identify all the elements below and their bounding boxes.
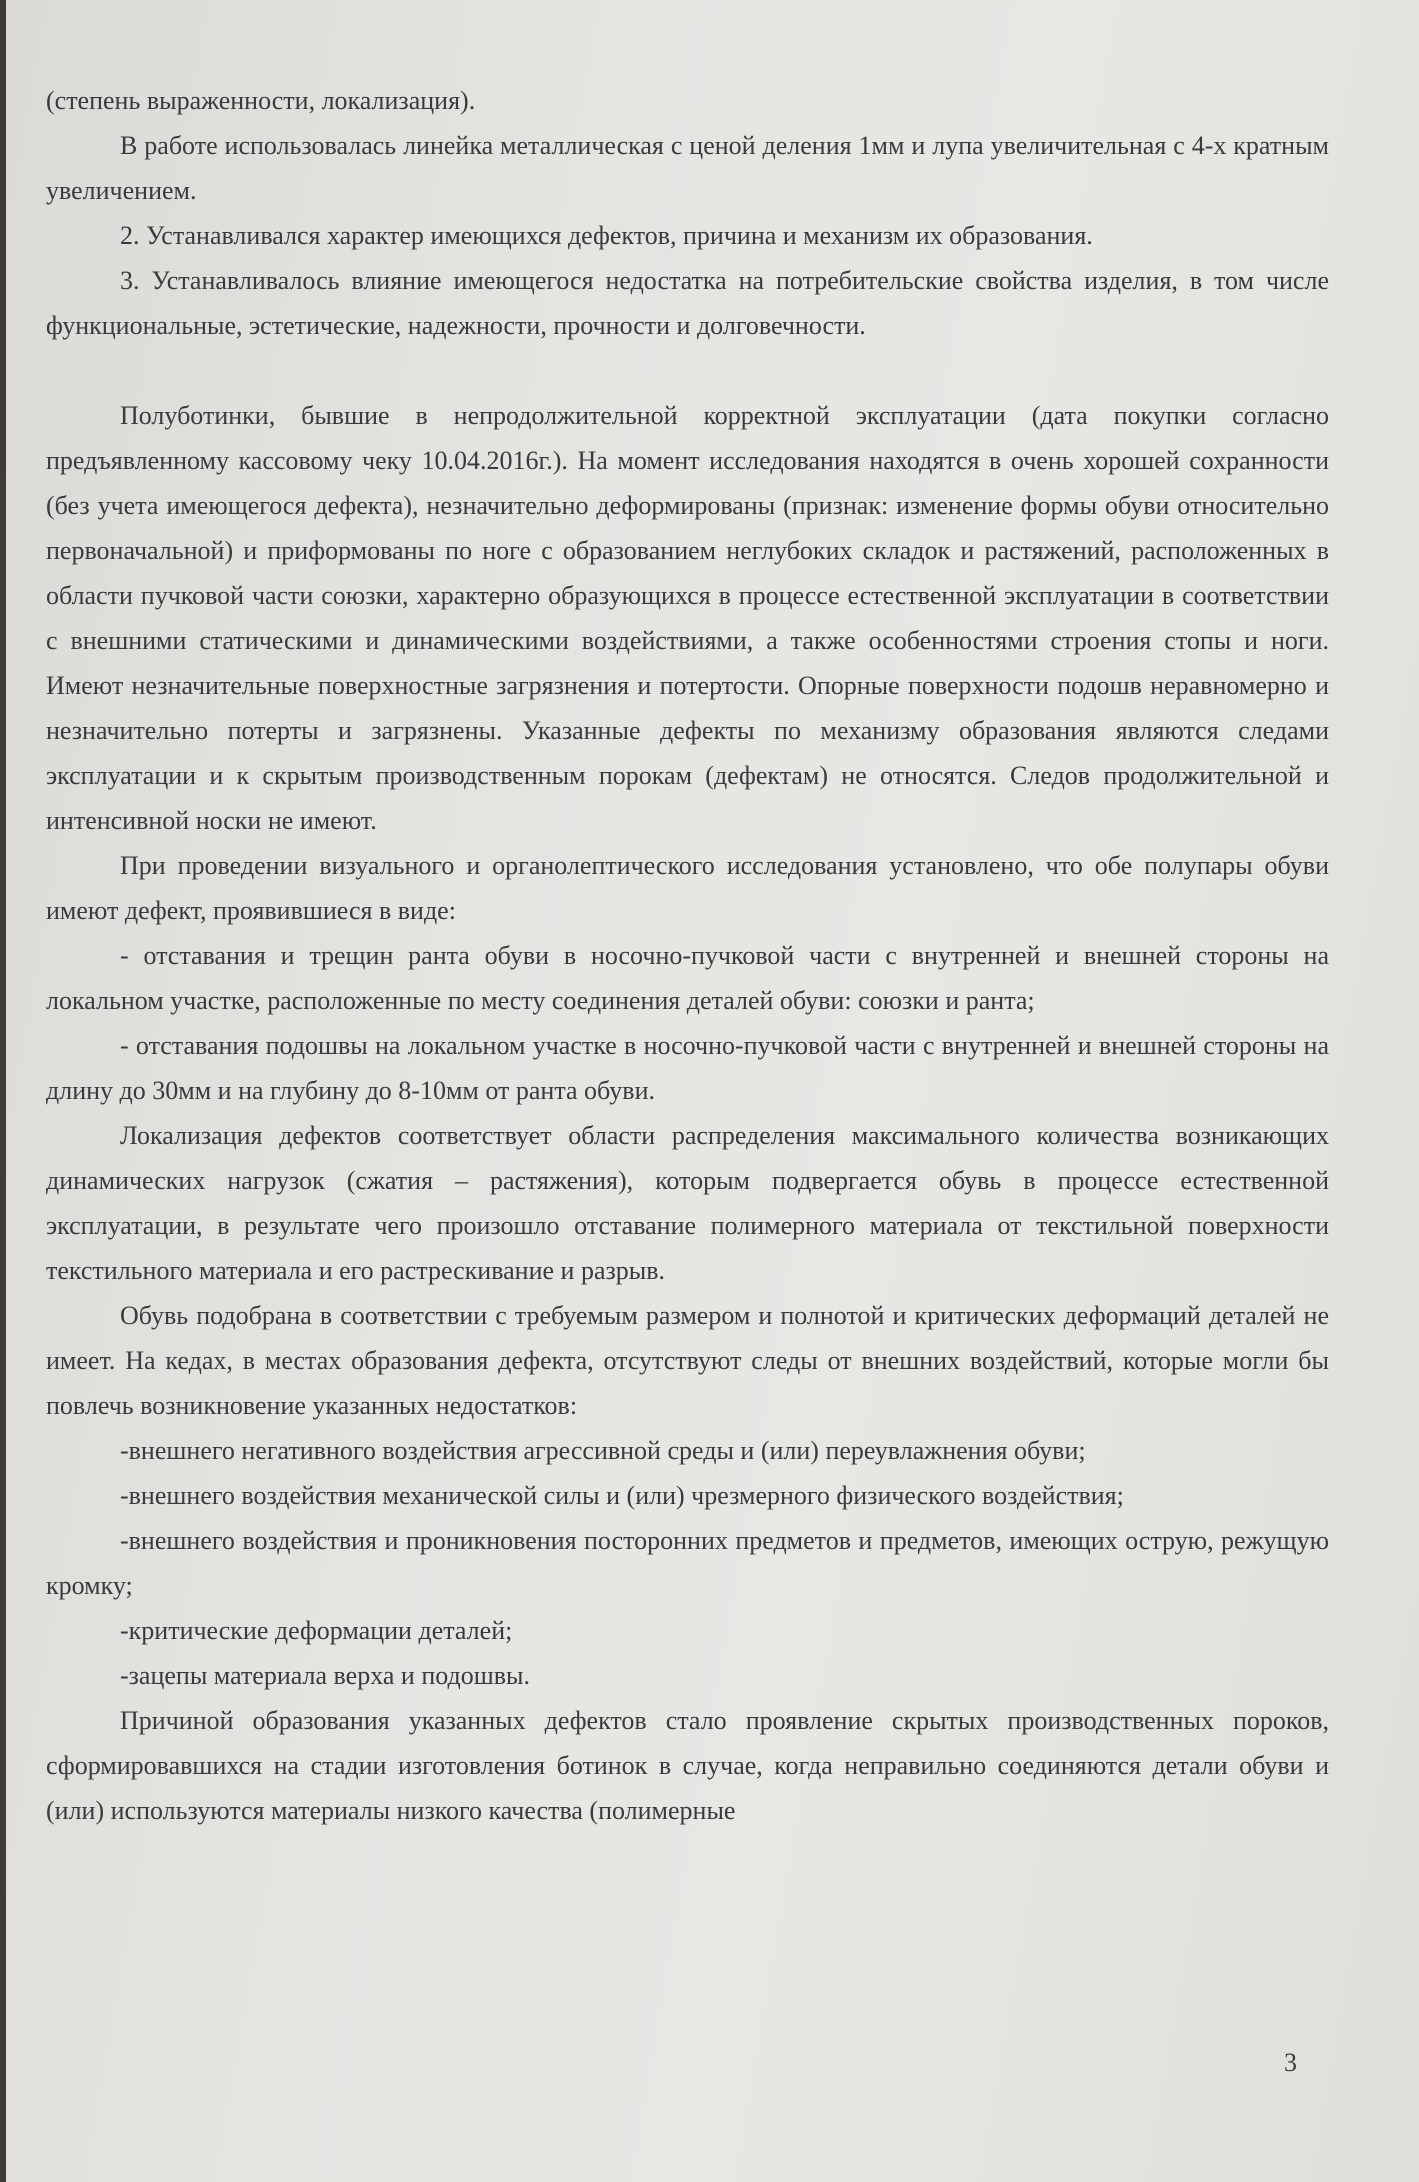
paragraph-step-2: 2. Устанавливался характер имеющихся дефектов, причина и механизм их образования. <box>120 221 1093 250</box>
list-item-external-4: -критические деформации деталей; <box>120 1616 513 1645</box>
paragraph-intro: (степень выраженности, локализация). <box>46 86 476 115</box>
left-edge-shadow <box>0 0 6 2182</box>
page-number: 3 <box>1284 2048 1297 2077</box>
paragraph-cause: Причиной образования указанных дефектов стало проявление скрытых производственных пороков, сформировавшихся на стадии изготовления ботинок в случае, когда неправильно соединяются детали обуви и (или) используются материалы низкого качества (полимерные <box>46 1706 1329 1825</box>
paragraph-step-3: 3. Устанавливалось влияние имеющегося недостатка на потребительские свойства изделия, в том числе функциональные, эстетические, надежности, прочности и долговечности. <box>46 266 1329 340</box>
list-item-defect-sole: - отставания подошвы на локальном участке в носочно-пучковой части с внутренней и внешней стороны на длину до 30мм и на глубину до 8-10мм от ранта обуви. <box>46 1031 1329 1105</box>
list-item-external-5: -зацепы материала верха и подошвы. <box>120 1661 530 1690</box>
list-item-external-3: -внешнего воздействия и проникновения посторонних предметов и предметов, имеющих острую, режущую кромку; <box>46 1526 1329 1600</box>
paragraph-fit: Обувь подобрана в соответствии с требуемым размером и полнотой и критических деформаций деталей не имеет. На кедах, в местах образования дефекта, отсутствуют следы от внешних воздействий, которые могли бы повлечь возникновение указанных недостатков: <box>46 1301 1329 1420</box>
list-item-external-1: -внешнего негативного воздействия агрессивной среды и (или) переувлажнения обуви; <box>120 1436 1086 1465</box>
list-item-defect-welt: - отставания и трещин ранта обуви в носочно-пучковой части с внутренней и внешней стороны на локальном участке, расположенные по месту соединения деталей обуви: союзки и ранта; <box>46 941 1329 1015</box>
paragraph-localization: Локализация дефектов соответствует области распределения максимального количества возникающих динамических нагрузок (сжатия – растяжения), которым подвергается обувь в процессе естественной эксплуатации, в результате чего произошло отставание полимерного материала от текстильной поверхности текстильного материала и его растрескивание и разрыв. <box>46 1121 1329 1285</box>
paragraph-shoe-condition: Полуботинки, бывшие в непродолжительной корректной эксплуатации (дата покупки согласно предъявленному кассовому чеку 10.04.2016г.). На момент исследования находятся в очень хорошей сохранности (без учета имеющегося дефекта), незначительно деформированы (признак: изменение формы обуви относительно первоначальной) и приформованы по ноге с образованием неглубоких складок и растяжений, расположенных в области пучковой части союзки, характерно образующихся в процессе естественной эксплуатации в соответствии с внешними статическими и динамическими воздействиями, а также особенностями строения стопы и ноги. Имеют незначительные поверхностные загрязнения и потертости. Опорные поверхности подошв неравномерно и незначительно потерты и загрязнены. Указанные дефекты по механизму образования являются следами эксплуатации и к скрытым производственным порокам (дефектам) не относятся. Следов продолжительной и интенсивной носки не имеют. <box>46 401 1329 835</box>
list-item-external-2: -внешнего воздействия механической силы и (или) чрезмерного физического воздействия; <box>120 1481 1124 1510</box>
paragraph-tools: В работе использовалась линейка металлическая с ценой деления 1мм и лупа увеличительная с 4-х кратным увеличением. <box>46 131 1329 205</box>
paragraph-inspection: При проведении визуального и органолептического исследования установлено, что обе полупары обуви имеют дефект, проявившиеся в виде: <box>46 851 1329 925</box>
